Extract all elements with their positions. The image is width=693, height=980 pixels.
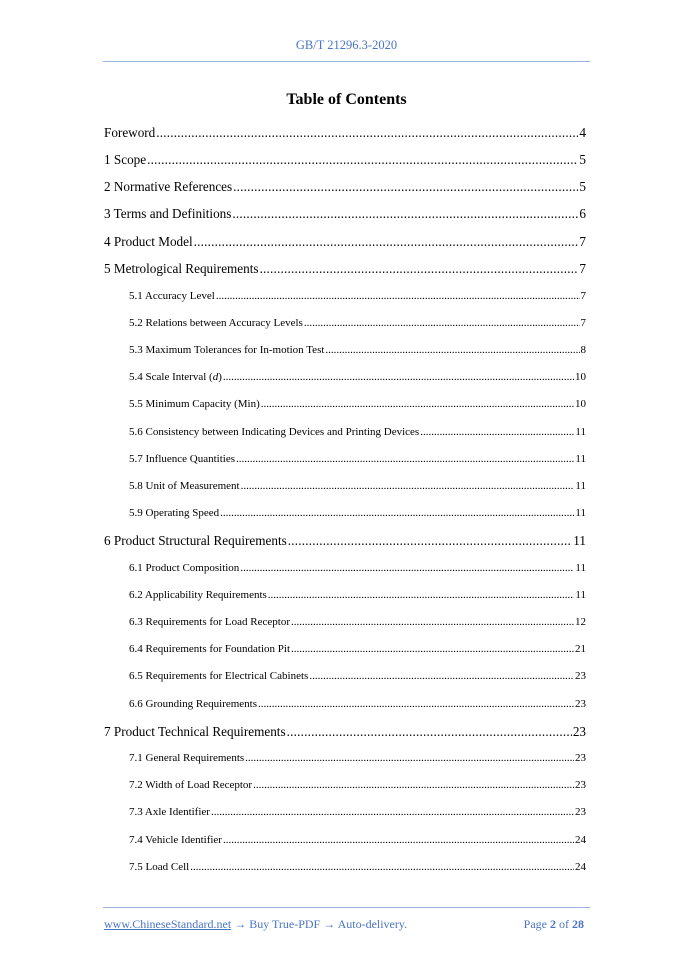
toc-entry-page: 21 <box>575 643 586 655</box>
toc-entry-5-9[interactable] <box>129 507 586 519</box>
toc-entry-page: 11 <box>575 426 586 438</box>
toc-entry-page: 11 <box>575 562 586 574</box>
leader-dots <box>304 317 580 329</box>
leader-dots <box>420 426 574 438</box>
toc-entry-label: 5.6 Consistency between Indicating Devices and Printing Devices <box>129 426 420 438</box>
toc-entry-3[interactable] <box>104 206 586 222</box>
leader-dots <box>291 616 574 628</box>
leader-dots <box>216 290 580 302</box>
toc-entry-label: 5.7 Influence Quantities <box>129 453 235 465</box>
toc-entry-2[interactable] <box>104 179 586 195</box>
toc-entry-label: 5.1 Accuracy Level <box>129 290 215 302</box>
toc-entry-6-6[interactable] <box>129 698 586 710</box>
toc-entry-label: 6.2 Applicability Requirements <box>129 589 267 601</box>
toc-entry-page: 23 <box>575 779 586 791</box>
toc-entry-label: 6 Product Structural Requirements <box>104 533 287 548</box>
toc-entry-5-7[interactable] <box>129 453 586 465</box>
toc-entry-label: Foreword <box>104 125 156 140</box>
toc-entry-label: 5 Metrological Requirements <box>104 261 259 276</box>
toc-entry-6-3[interactable] <box>129 616 586 628</box>
toc-entry-page: 10 <box>575 371 586 383</box>
toc-entry-page: 11 <box>573 533 586 548</box>
document-header-id: GB/T 21296.3-2020 <box>295 38 398 52</box>
toc-entry-label: 6.4 Requirements for Foundation Pit <box>129 643 291 655</box>
toc-entry-page: 23 <box>575 806 586 818</box>
toc-entry-page: 4 <box>579 125 586 140</box>
page-title: Table of Contents <box>286 91 407 108</box>
toc-entry-label: 7 Product Technical Requirements <box>104 724 286 739</box>
toc-entry-label: 5.8 Unit of Measurement <box>129 480 240 492</box>
leader-dots <box>223 371 574 383</box>
leader-dots <box>268 589 575 601</box>
leader-dots <box>325 344 579 356</box>
toc-entry-page: 23 <box>572 724 586 739</box>
toc-entry-label: 5.3 Maximum Tolerances for In-motion Test <box>129 344 325 356</box>
footer-promo <box>104 917 407 932</box>
toc-entry-5-1[interactable] <box>129 290 586 302</box>
page-prefix: Page <box>523 917 547 931</box>
leader-dots <box>147 152 578 168</box>
leader-dots <box>309 670 574 682</box>
leader-dots <box>241 480 575 492</box>
leader-dots <box>223 834 574 846</box>
toc-entry-1[interactable] <box>104 152 586 168</box>
toc-entry-7-4[interactable] <box>129 834 586 846</box>
toc-entry-6-5[interactable] <box>129 670 586 682</box>
toc-entry-label: 5.9 Operating Speed <box>129 507 220 519</box>
toc-entry-page: 5 <box>579 152 586 167</box>
toc-entry-page: 23 <box>575 670 586 682</box>
leader-dots <box>156 125 578 141</box>
toc-entry-page: 11 <box>575 589 586 601</box>
toc-entry-7-1[interactable] <box>129 752 586 764</box>
toc-entry-7-3[interactable] <box>129 806 586 818</box>
toc-entry-page: 8 <box>580 344 586 356</box>
toc-entry-7-2[interactable] <box>129 779 586 791</box>
toc-entry-page: 24 <box>575 834 586 846</box>
leader-dots <box>194 234 579 250</box>
leader-dots <box>258 698 574 710</box>
footer-promo-text: → Buy True-PDF → Auto-delivery. <box>234 917 408 931</box>
toc-entry-page: 11 <box>575 480 586 492</box>
toc-entry-6[interactable] <box>104 533 586 549</box>
toc-entry-label-text: 5.4 Scale Interval ( <box>129 371 213 383</box>
toc-entry-label: 4 Product Model <box>104 234 193 249</box>
leader-dots <box>288 533 573 549</box>
toc-entry-label: 6.6 Grounding Requirements <box>129 698 258 710</box>
leader-dots <box>260 261 579 277</box>
toc-entry-page: 24 <box>575 861 586 873</box>
toc-entry-page: 23 <box>575 698 586 710</box>
toc-entry-6-2[interactable] <box>129 589 586 601</box>
toc-entry-page: 23 <box>575 752 586 764</box>
toc-entry-label: 5.2 Relations between Accuracy Levels <box>129 317 303 329</box>
leader-dots <box>190 861 574 873</box>
leader-dots <box>236 453 574 465</box>
toc-entry-5-4[interactable] <box>129 371 586 383</box>
leader-dots <box>211 806 574 818</box>
toc-entry-5[interactable] <box>104 261 586 277</box>
toc-entry-5-2[interactable] <box>129 317 586 329</box>
toc-entry-label-suffix: ) <box>218 371 222 383</box>
toc-entry-4[interactable] <box>104 234 586 250</box>
toc-entry-label: 3 Terms and Definitions <box>104 206 232 221</box>
page-current: 2 <box>550 917 556 931</box>
toc-entry-6-1[interactable] <box>129 562 586 574</box>
leader-dots <box>253 779 574 791</box>
toc-entry-label: 6.5 Requirements for Electrical Cabinets <box>129 670 309 682</box>
toc-entry-5-6[interactable] <box>129 426 586 438</box>
toc-entry-label: 2 Normative References <box>104 179 233 194</box>
leader-dots <box>245 752 574 764</box>
toc-entry-foreword[interactable] <box>104 125 586 141</box>
leader-dots <box>261 398 574 410</box>
toc-entry-5-3[interactable] <box>129 344 586 356</box>
toc-entry-label: 5.5 Minimum Capacity (Min) <box>129 398 260 410</box>
toc-entry-7-5[interactable] <box>129 861 586 873</box>
page-total: 28 <box>572 917 584 931</box>
toc-entry-label: 7.3 Axle Identifier <box>129 806 210 818</box>
scale-interval-symbol: d <box>212 371 219 383</box>
toc-entry-page: 11 <box>575 453 586 465</box>
toc-entry-label: 6.3 Requirements for Load Receptor <box>129 616 290 628</box>
toc-entry-label: 6.1 Product Composition <box>129 562 240 574</box>
toc-entry-page: 6 <box>579 206 586 221</box>
leader-dots <box>233 179 578 195</box>
leader-dots <box>232 206 578 222</box>
footer-website-link[interactable]: www.ChineseStandard.net <box>104 917 232 931</box>
toc-entry-label: 7.4 Vehicle Identifier <box>129 834 222 846</box>
leader-dots <box>240 562 574 574</box>
toc-entry-5-8[interactable] <box>129 480 586 492</box>
toc-entry-label <box>129 371 222 383</box>
footer-rule <box>103 907 590 908</box>
leader-dots <box>287 724 572 740</box>
leader-dots <box>291 643 574 655</box>
toc-entry-label: 7.5 Load Cell <box>129 861 190 873</box>
leader-dots <box>220 507 574 519</box>
page-of: of <box>559 917 569 931</box>
toc-entry-5-5[interactable] <box>129 398 586 410</box>
toc-entry-label: 7.1 General Requirements <box>129 752 245 764</box>
toc-entry-page: 10 <box>575 398 586 410</box>
toc-entry-page: 12 <box>575 616 586 628</box>
toc-entry-label: 1 Scope <box>104 152 147 167</box>
toc-entry-page: 11 <box>575 507 586 519</box>
footer-page-number <box>524 917 584 932</box>
toc-entry-page: 7 <box>579 234 586 249</box>
toc-entry-page: 7 <box>580 290 586 302</box>
toc-entry-6-4[interactable] <box>129 643 586 655</box>
toc-entry-page: 5 <box>579 179 586 194</box>
toc-entry-page: 7 <box>579 261 586 276</box>
toc-entry-page: 7 <box>580 317 586 329</box>
toc-entry-7[interactable] <box>104 724 586 740</box>
toc-entry-label: 7.2 Width of Load Receptor <box>129 779 253 791</box>
